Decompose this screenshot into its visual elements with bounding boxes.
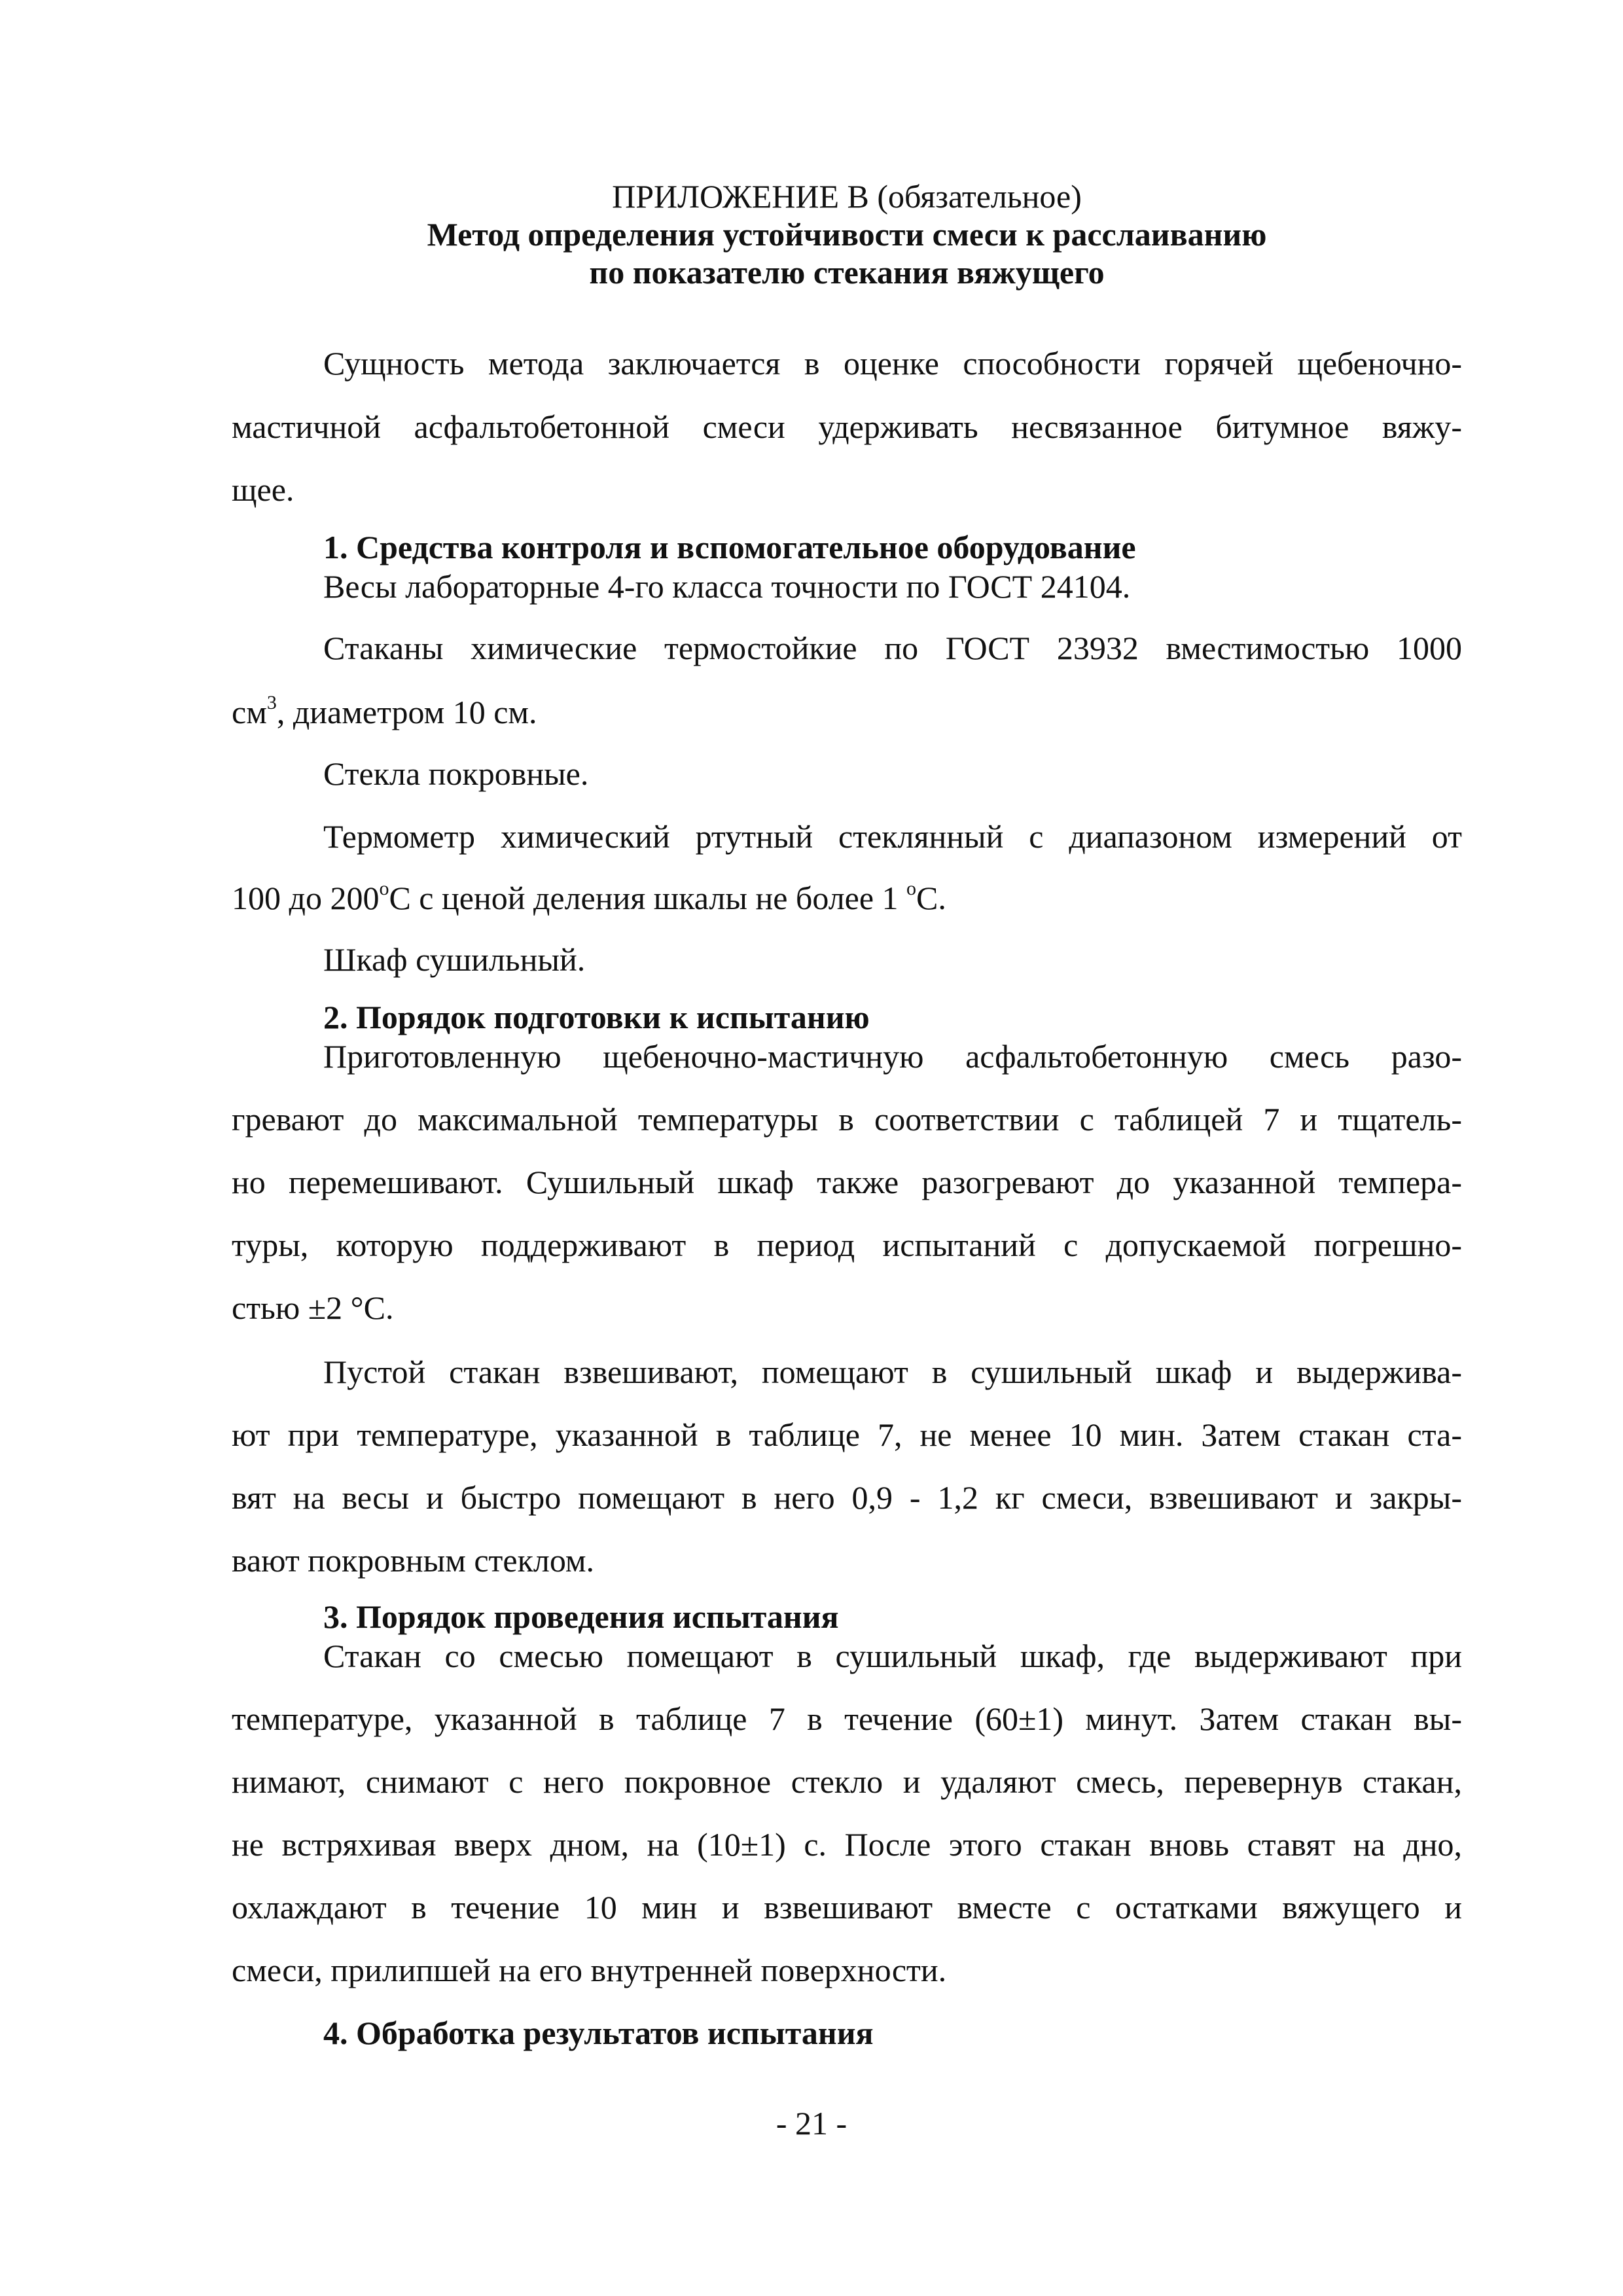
s2-p2-line-1: Пустой стакан взвешивают, помещают в сушильный шкаф и выдержива- bbox=[323, 1354, 1462, 1390]
intro-line-2: мастичной асфальтобетонной смеси удерживать несвязанное битумное вяжу- bbox=[232, 408, 1462, 445]
s2-p1-line-3: но перемешивают. Сушильный шкаф также разогревают до указанной темпера- bbox=[232, 1164, 1462, 1200]
s3-p1-line-3: нимают, снимают с него покровное стекло и удаляют смесь, перевернув стакан, bbox=[232, 1763, 1462, 1800]
s2-p1-line-4: туры, которую поддерживают в период испытаний с допускаемой погрешно- bbox=[232, 1227, 1462, 1263]
s3-p1-line-1: Стакан со смесью помещают в сушильный шкаф, где выдерживают при bbox=[323, 1638, 1462, 1674]
s2-p2-line-2: ют при температуре, указанной в таблице 7, не менее 10 мин. Затем стакан ста- bbox=[232, 1416, 1462, 1453]
s3-p1-line-5: охлаждают в течение 10 мин и взвешивают вместе с остатками вяжущего и bbox=[232, 1889, 1462, 1926]
appendix-title-line-2: по показателю стекания вяжущего bbox=[589, 254, 1105, 291]
intro-line-3: щее. bbox=[232, 471, 294, 508]
s2-p2-line-3: вят на весы и быстро помещают в него 0,9 - 1,2 кг смеси, взвешивают и закры- bbox=[232, 1479, 1462, 1516]
section-3-heading: 3. Порядок проведения испытания bbox=[323, 1598, 839, 1635]
s1-thermometer-line-2: 100 до 200$^o$С с ценой деления шкалы не более 1 $^o$С. bbox=[232, 878, 946, 916]
section-1-heading: 1. Средства контроля и вспомогательное оборудование bbox=[323, 529, 1136, 565]
s2-p1-line-1: Приготовленную щебеночно-мастичную асфальтобетонную смесь разо- bbox=[323, 1038, 1462, 1075]
s1-beakers-line-2: $см^3$, диаметром 10 см. bbox=[232, 692, 537, 730]
appendix-title-line-1: Метод определения устойчивости смеси к расслаиванию bbox=[427, 216, 1267, 253]
section-4-heading: 4. Обработка результатов испытания bbox=[323, 2015, 874, 2051]
appendix-label: ПРИЛОЖЕНИЕ В (обязательное) bbox=[612, 178, 1082, 215]
s1-beakers-line-1: Стаканы химические термостойкие по ГОСТ 23932 вместимостью 1000 bbox=[323, 630, 1462, 666]
section-2-heading: 2. Порядок подготовки к испытанию bbox=[323, 999, 870, 1035]
page-number: - 21 - bbox=[776, 2105, 847, 2142]
s1-oven: Шкаф сушильный. bbox=[323, 941, 586, 978]
s2-p1-line-5: стью ±2 °С. bbox=[232, 1289, 394, 1326]
s1-thermometer-line-1: Термометр химический ртутный стеклянный с диапазоном измерений от bbox=[323, 818, 1462, 855]
s1-cover-glasses: Стекла покровные. bbox=[323, 755, 589, 792]
s2-p1-line-2: гревают до максимальной температуры в соответствии с таблицей 7 и тщатель- bbox=[232, 1101, 1462, 1138]
s2-p2-line-4: вают покровным стеклом. bbox=[232, 1542, 595, 1579]
s3-p1-line-4: не встряхивая вверх дном, на (10±1) с. После этого стакан вновь ставят на дно, bbox=[232, 1826, 1462, 1863]
s3-p1-line-6: смеси, прилипшей на его внутренней поверхности. bbox=[232, 1952, 947, 1988]
s1-scales: Весы лабораторные 4-го класса точности по ГОСТ 24104. bbox=[323, 568, 1131, 605]
intro-line-1: Сущность метода заключается в оценке способности горячей щебеночно- bbox=[323, 345, 1462, 382]
s3-p1-line-2: температуре, указанной в таблице 7 в течение (60±1) минут. Затем стакан вы- bbox=[232, 1700, 1462, 1737]
